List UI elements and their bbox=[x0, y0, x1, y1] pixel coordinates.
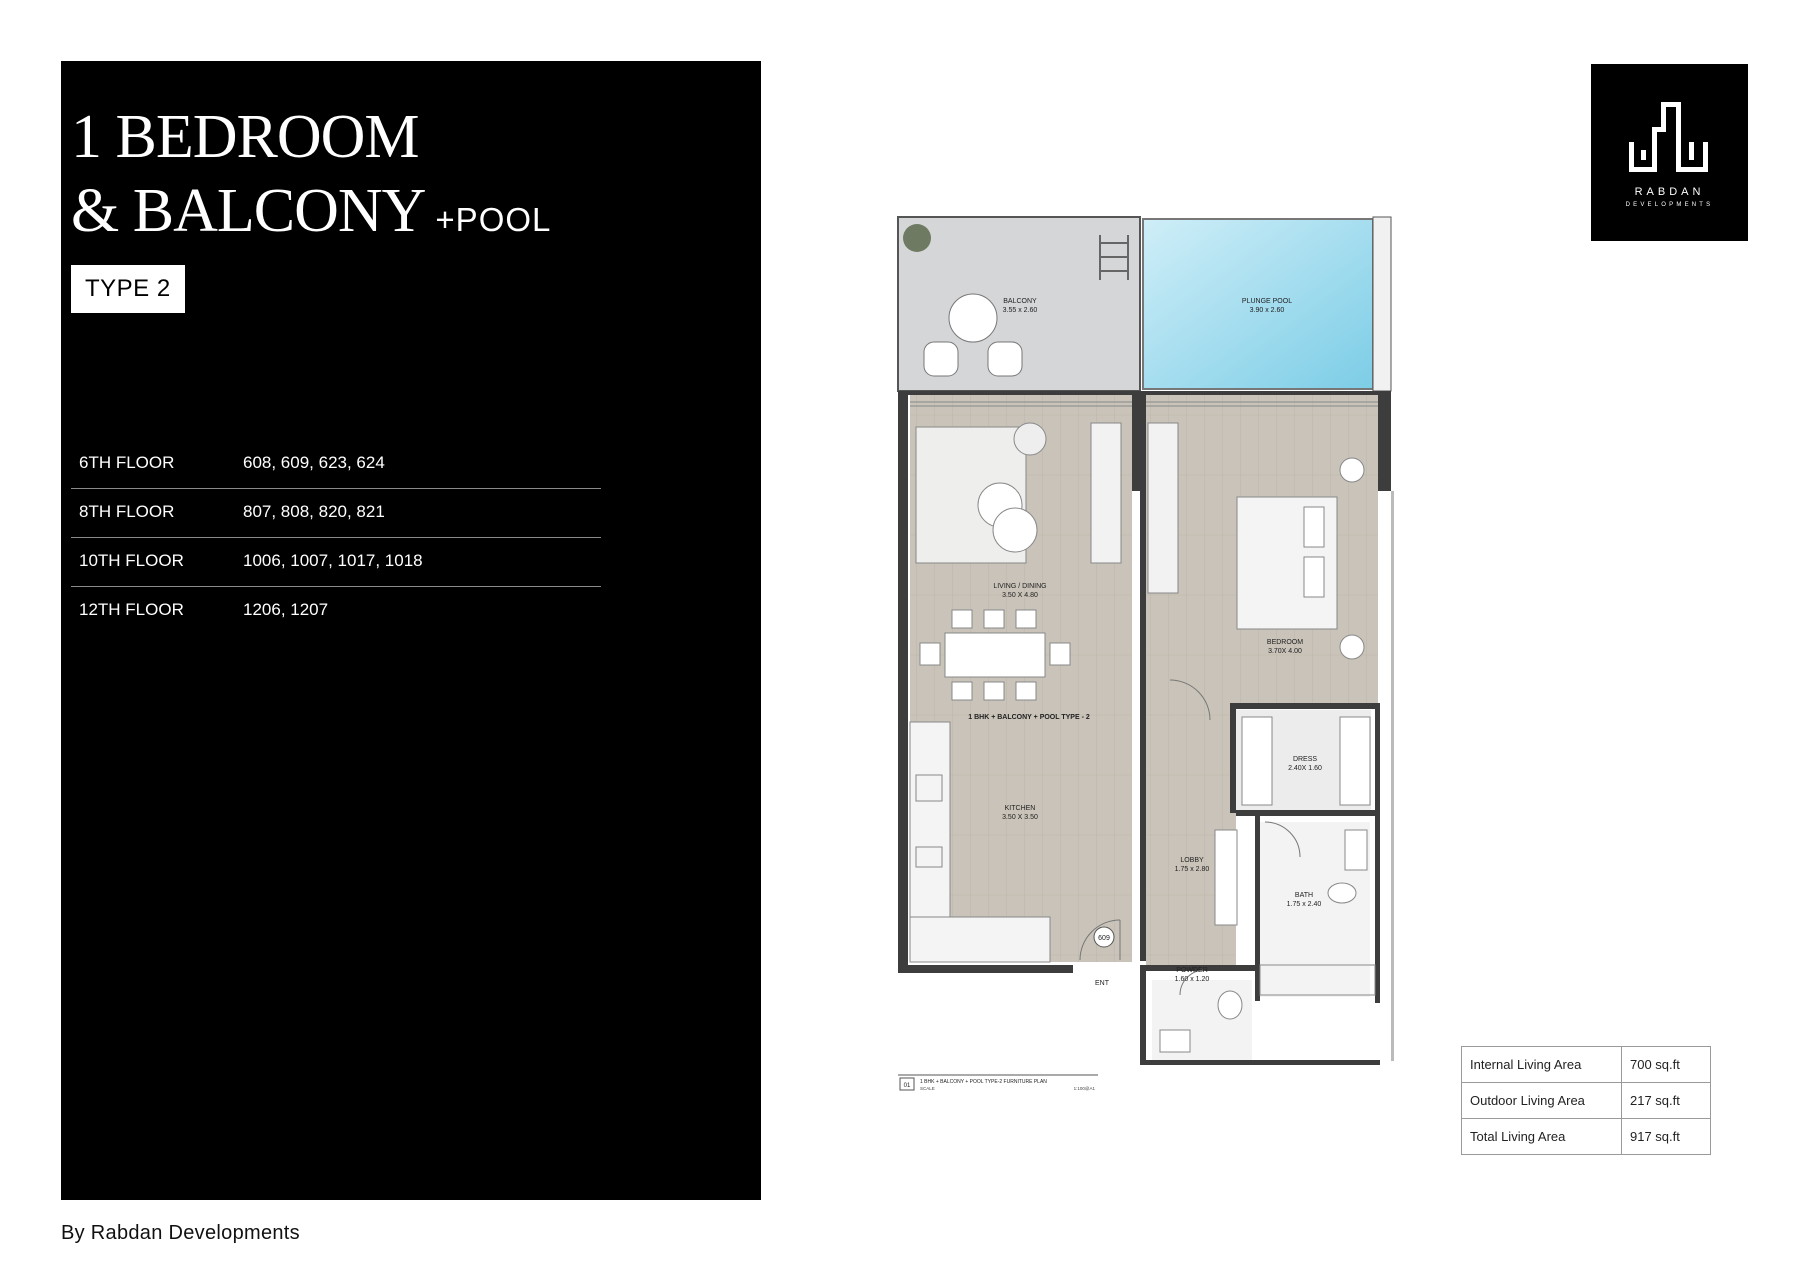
floor-label: 10TH FLOOR bbox=[71, 538, 235, 587]
unit-numbers: 1206, 1207 bbox=[235, 587, 601, 636]
powder-dims: 1.60 x 1.20 bbox=[1174, 976, 1210, 983]
table-row bbox=[1462, 1083, 1711, 1119]
unit-numbers: 1006, 1007, 1017, 1018 bbox=[235, 538, 601, 587]
living-label: LIVING / DINING bbox=[993, 583, 1047, 590]
kitchen-counter bbox=[910, 917, 1050, 962]
unit-tag-text: 609 bbox=[1098, 935, 1110, 942]
toilet bbox=[1218, 991, 1242, 1019]
area-value: 917 sq.ft bbox=[1622, 1119, 1711, 1155]
logo-mark-icon bbox=[1623, 94, 1716, 179]
unit-numbers: 608, 609, 623, 624 bbox=[243, 453, 385, 472]
floor-plan bbox=[880, 205, 1760, 1091]
logo-name: RABDAN bbox=[1634, 186, 1705, 198]
nightstand-lamp bbox=[1340, 635, 1364, 659]
vanity bbox=[1345, 830, 1367, 870]
area-label: Internal Living Area bbox=[1462, 1047, 1622, 1083]
bedroom-dims: 3.70X 4.00 bbox=[1268, 648, 1302, 655]
area-summary-table bbox=[1461, 1046, 1711, 1155]
logo-subtitle: DEVELOPMENTS bbox=[1625, 202, 1714, 208]
dress-dims: 2.40X 1.60 bbox=[1288, 765, 1322, 772]
wardrobe bbox=[1242, 717, 1272, 805]
unit-numbers: 807, 808, 820, 821 bbox=[235, 489, 601, 538]
coffee-table bbox=[993, 508, 1037, 552]
floor-units-table bbox=[71, 440, 601, 635]
balcony-chair bbox=[988, 342, 1022, 376]
table-row bbox=[71, 587, 601, 636]
pool-label: PLUNGE POOL bbox=[1241, 298, 1293, 305]
table-row bbox=[71, 538, 601, 587]
type-badge: TYPE 2 bbox=[71, 265, 185, 313]
wardrobe bbox=[1340, 717, 1370, 805]
title-suffix: +POOL bbox=[435, 201, 552, 238]
area-value: 217 sq.ft bbox=[1622, 1083, 1711, 1119]
kitchen-dims: 3.50 X 3.50 bbox=[1002, 814, 1038, 821]
tv-unit bbox=[1091, 423, 1121, 563]
page-title bbox=[71, 100, 551, 257]
nightstand-lamp bbox=[1340, 458, 1364, 482]
powder-sink bbox=[1160, 1030, 1190, 1052]
plant bbox=[903, 224, 931, 252]
area-label: Outdoor Living Area bbox=[1462, 1083, 1622, 1119]
title-line-1: 1 BEDROOM bbox=[71, 103, 419, 171]
balcony-dims: 3.55 x 2.60 bbox=[1002, 307, 1038, 314]
bedroom-label: BEDROOM bbox=[1266, 639, 1304, 646]
caption-title: 1 BHK + BALCONY + POOL TYPE-2 FURNITURE PLAN bbox=[920, 1079, 1047, 1085]
lobby-label: LOBBY bbox=[1180, 857, 1204, 864]
caption-scale-value: 1:100@A1 bbox=[1073, 1086, 1095, 1091]
kitchen-label: KITCHEN bbox=[1004, 805, 1036, 812]
wardrobe bbox=[1148, 423, 1178, 593]
table-row bbox=[71, 440, 601, 489]
dress-label: DRESS bbox=[1292, 756, 1318, 763]
title-line-2-text: & BALCONY bbox=[71, 177, 426, 245]
balcony-chair bbox=[924, 342, 958, 376]
table-row bbox=[1462, 1047, 1711, 1083]
area-value: 700 sq.ft bbox=[1622, 1047, 1711, 1083]
caption-scale-label: SCALE bbox=[920, 1086, 935, 1091]
powder-label: POWDER bbox=[1176, 967, 1208, 974]
dining-table bbox=[945, 633, 1045, 677]
caption-number: 01 bbox=[903, 1083, 911, 1089]
floor-label: 8TH FLOOR bbox=[71, 489, 235, 538]
lobby-dims: 1.75 x 2.80 bbox=[1174, 866, 1210, 873]
toilet bbox=[1328, 883, 1356, 903]
area-label: Total Living Area bbox=[1462, 1119, 1622, 1155]
bath-label: BATH bbox=[1294, 892, 1314, 899]
floor-label: 6TH FLOOR bbox=[79, 453, 175, 472]
floor-label: 12TH FLOOR bbox=[71, 587, 235, 636]
entry-label: ENT bbox=[1095, 980, 1109, 987]
lobby-cabinet bbox=[1215, 830, 1237, 925]
title-line-2 bbox=[71, 174, 551, 257]
side-table bbox=[1014, 423, 1046, 455]
bath-dims: 1.75 x 2.40 bbox=[1286, 901, 1322, 908]
table-row bbox=[1462, 1119, 1711, 1155]
plan-type-label: 1 BHK + BALCONY + POOL TYPE - 2 bbox=[968, 714, 1090, 721]
table-row bbox=[71, 489, 601, 538]
footer-credit: By Rabdan Developments bbox=[61, 1222, 300, 1244]
living-dims: 3.50 X 4.80 bbox=[1002, 592, 1038, 599]
pool-dims: 3.90 x 2.60 bbox=[1249, 307, 1285, 314]
balcony-table bbox=[949, 294, 997, 342]
balcony-label: BALCONY bbox=[1003, 298, 1037, 305]
